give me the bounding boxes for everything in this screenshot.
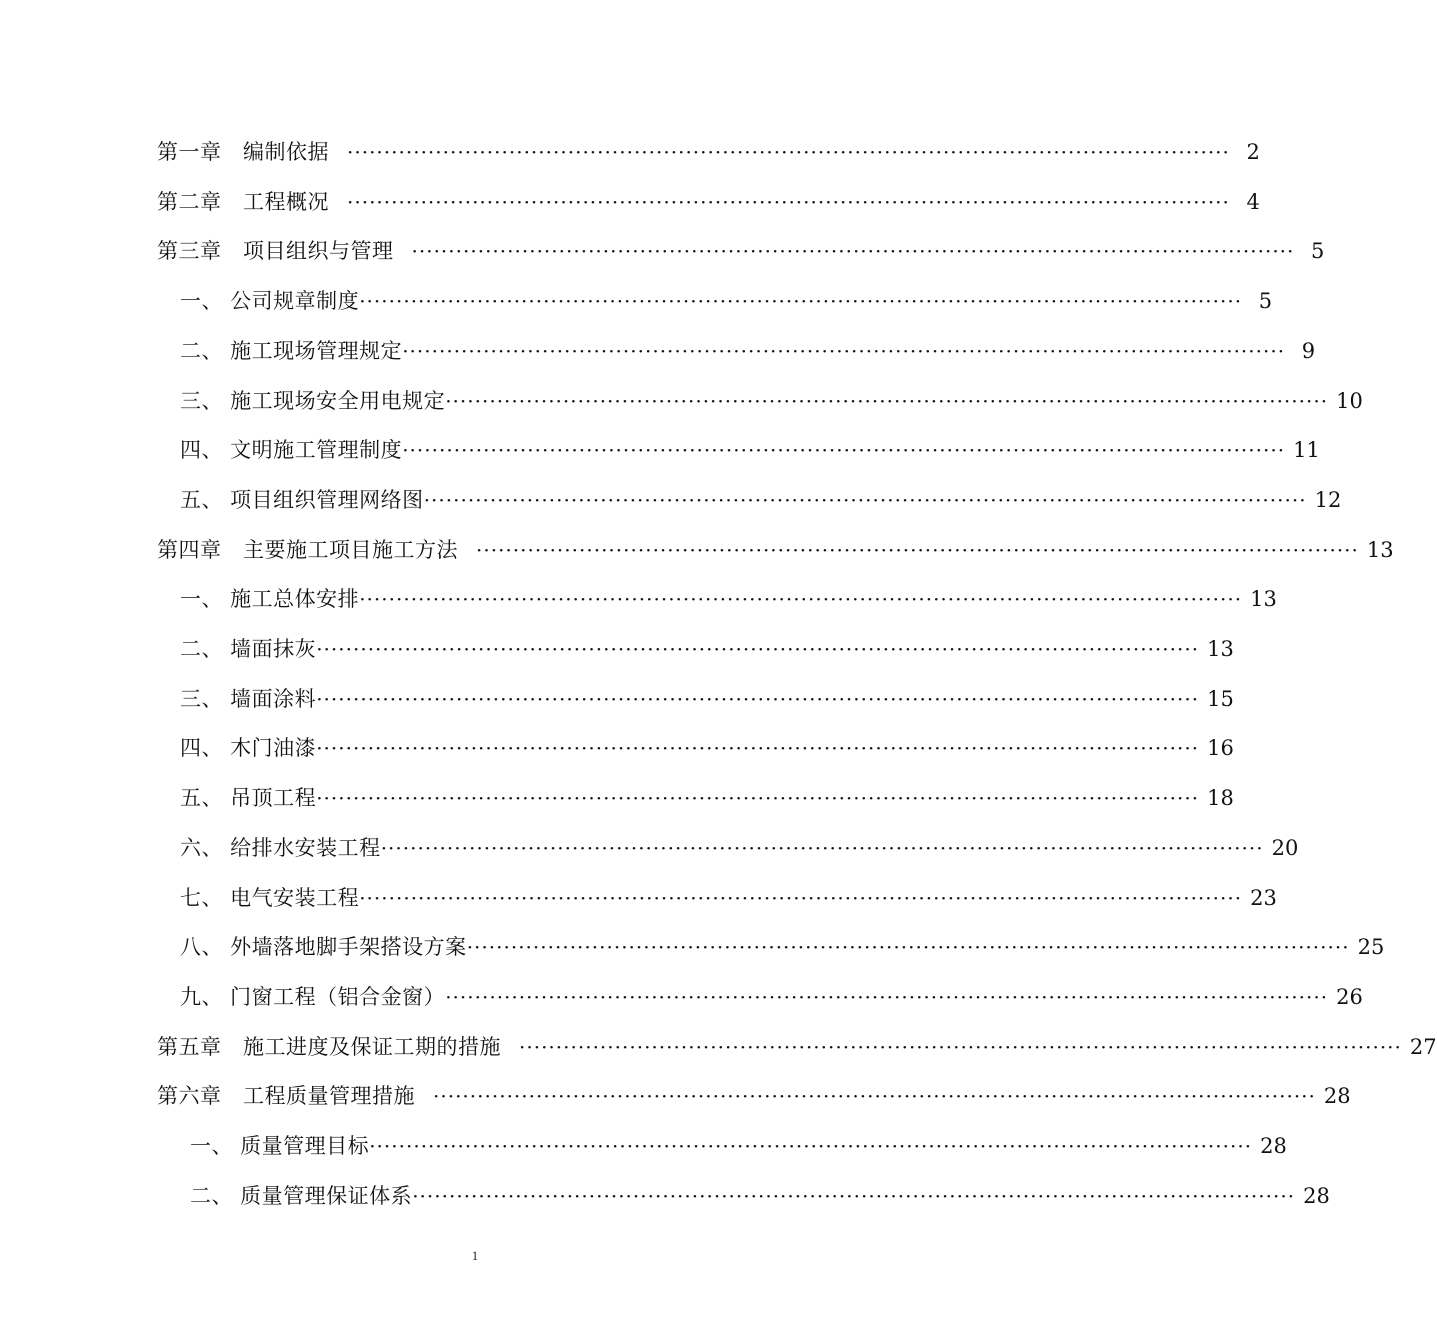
toc-entry-page: 28 <box>1260 1134 1287 1158</box>
toc-entry[interactable] <box>180 883 1277 913</box>
toc-entry[interactable] <box>180 783 1234 813</box>
toc-entry-page: 26 <box>1336 984 1363 1009</box>
toc-entry-label: 二、 质量管理保证体系 <box>190 1183 413 1208</box>
toc-entry-page: 28 <box>1303 1183 1330 1208</box>
toc-entry-label: 第二章 工程概况 <box>157 189 329 214</box>
toc-entry-page: 16 <box>1207 736 1234 761</box>
toc-leader-dots: ························································································································ <box>433 1084 1316 1109</box>
toc-entry-page: 11 <box>1293 438 1320 463</box>
toc-leader-dots: ························································································································ <box>316 786 1200 811</box>
toc-entry-label: 第四章 主要施工项目施工方法 <box>157 537 458 562</box>
toc-leader-dots: ························································································································ <box>423 487 1307 512</box>
toc-entry-label: 五、 项目组织管理网络图 <box>180 487 424 512</box>
toc-entry-label: 四、 木门油漆 <box>180 736 317 761</box>
toc-leader-dots: ························································································································ <box>316 637 1200 661</box>
toc-leader-dots: ························································································································ <box>445 984 1329 1009</box>
toc-entry-label: 八、 外墙落地脚手架搭设方案 <box>180 935 467 960</box>
toc-leader-dots: ························································································································ <box>519 1034 1402 1059</box>
toc-entry-label: 三、 墙面涂料 <box>180 686 317 711</box>
toc-entry[interactable] <box>180 684 1234 714</box>
toc-entry-page: 5 <box>1311 239 1325 264</box>
toc-entry[interactable] <box>180 485 1342 515</box>
toc-entry[interactable] <box>180 584 1277 614</box>
toc-entry-label: 一、 施工总体安排 <box>180 587 360 612</box>
toc-entry[interactable] <box>157 236 1325 266</box>
toc-entry-page: 27 <box>1409 1034 1437 1059</box>
toc-entry[interactable] <box>180 286 1273 316</box>
toc-leader-dots: ························································································································ <box>359 587 1243 612</box>
toc-entry[interactable] <box>180 982 1363 1012</box>
toc-leader-dots: ························································································································ <box>359 289 1243 314</box>
toc-leader-dots: ························································································································ <box>411 239 1295 264</box>
toc-entry-label: 五、 吊顶工程 <box>180 786 317 811</box>
toc-entry-page: 15 <box>1207 686 1234 711</box>
toc-leader-dots: ························································································································ <box>316 686 1200 711</box>
toc-entry-label: 第三章 项目组织与管理 <box>157 239 394 264</box>
toc-entry-page: 4 <box>1246 189 1260 214</box>
toc-leader-dots: ························································································································ <box>316 736 1200 761</box>
toc-entry-label: 第六章 工程质量管理措施 <box>157 1084 415 1109</box>
toc-entry[interactable] <box>157 1081 1351 1111</box>
toc-entry[interactable] <box>157 535 1394 565</box>
toc-entry-label: 六、 给排水安装工程 <box>180 835 381 860</box>
toc-entry[interactable] <box>157 137 1260 167</box>
toc-entry-label: 第一章 编制依据 <box>157 140 329 164</box>
toc-entry-label: 七、 电气安装工程 <box>180 885 360 910</box>
toc-leader-dots: ························································································································ <box>466 935 1350 960</box>
toc-entry-page: 10 <box>1336 388 1363 413</box>
toc-entry-page: 13 <box>1366 537 1394 562</box>
toc-leader-dots: ························································································································ <box>402 338 1286 363</box>
toc-leader-dots: ························································································································ <box>380 835 1264 860</box>
toc-entry[interactable] <box>180 733 1234 763</box>
toc-entry-label: 二、 施工现场管理规定 <box>180 338 403 363</box>
toc-entry-label: 一、 公司规章制度 <box>180 289 360 314</box>
toc-entry-page: 13 <box>1207 637 1234 661</box>
toc-entry-page: 20 <box>1271 835 1299 860</box>
toc-entry-label: 三、 施工现场安全用电规定 <box>180 388 446 413</box>
toc-entry[interactable] <box>180 634 1234 664</box>
toc-entry-label: 四、 文明施工管理制度 <box>180 438 403 463</box>
toc-entry[interactable] <box>180 435 1320 465</box>
toc-entry-page: 5 <box>1258 289 1273 314</box>
toc-entry[interactable] <box>180 336 1316 366</box>
toc-entry[interactable] <box>180 932 1385 962</box>
toc-entry-page: 2 <box>1246 140 1260 164</box>
toc-entry-label: 第五章 施工进度及保证工期的措施 <box>157 1034 501 1059</box>
toc-leader-dots: ························································································································ <box>402 438 1286 463</box>
toc-leader-dots: ························································································································ <box>476 537 1359 562</box>
toc-entry[interactable] <box>190 1131 1287 1161</box>
toc-entry[interactable] <box>180 833 1299 863</box>
toc-entry[interactable] <box>190 1181 1330 1211</box>
toc-entry[interactable] <box>157 1032 1437 1062</box>
toc-entry-label: 九、 门窗工程（铝合金窗） <box>180 984 446 1009</box>
toc-leader-dots: ························································································································ <box>347 189 1230 214</box>
toc-entry-page: 18 <box>1207 786 1234 811</box>
toc-entry-page: 23 <box>1250 885 1277 910</box>
toc-entry-page: 25 <box>1357 935 1385 960</box>
toc-leader-dots: ························································································································ <box>347 140 1230 164</box>
toc-entry-page: 28 <box>1323 1084 1351 1109</box>
toc-entry-label: 二、 墙面抹灰 <box>180 637 317 661</box>
toc-leader-dots: ························································································································ <box>412 1183 1296 1208</box>
toc-entry-page: 9 <box>1301 338 1316 363</box>
toc-entry-page: 13 <box>1250 587 1277 612</box>
toc-entry-label: 一、 质量管理目标 <box>190 1134 370 1158</box>
toc-leader-dots: ························································································································ <box>359 885 1243 910</box>
page-number: 1 <box>471 1248 479 1263</box>
toc-entry[interactable] <box>180 386 1363 416</box>
toc-entry[interactable] <box>157 187 1260 217</box>
toc-leader-dots: ························································································································ <box>445 388 1329 413</box>
toc-leader-dots: ························································································································ <box>369 1134 1253 1158</box>
toc-entry-page: 12 <box>1314 487 1342 512</box>
